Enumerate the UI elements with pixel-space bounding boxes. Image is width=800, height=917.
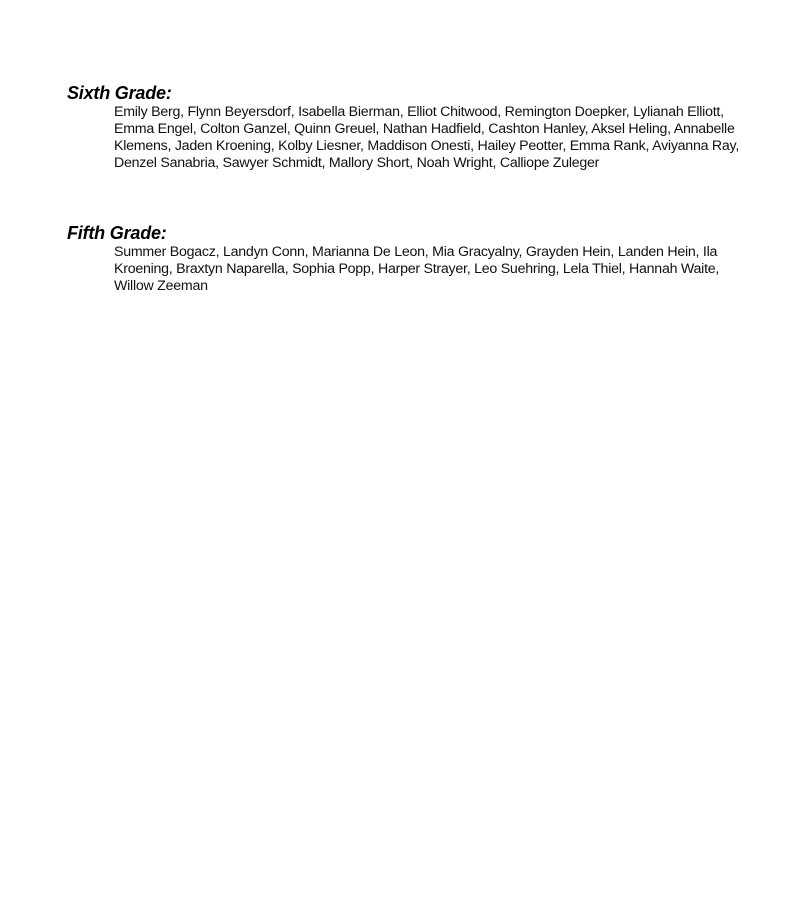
sixth-grade-section xyxy=(67,82,747,172)
fifth-grade-heading: Fifth Grade: xyxy=(67,223,167,243)
sixth-grade-heading: Sixth Grade: xyxy=(67,83,172,103)
sixth-grade-names: Emily Berg, Flynn Beyersdorf, Isabella Bierman, Elliot Chitwood, Remington Doepker, Lylianah Elliott, Emma Engel, Colton Ganzel, Quinn Greuel, Nathan Hadfield, Cashton Hanley, Aksel Heling, Annabelle Klemens, Jaden Kroening, Kolby Liesner, Maddison Onesti, Hailey Peotter, Emma Rank, Aviyanna Ray, Denzel Sanabria, Sawyer Schmidt, Mallory Short, Noah Wright, Calliope Zuleger xyxy=(114,104,740,171)
fifth-grade-names: Summer Bogacz, Landyn Conn, Marianna De Leon, Mia Gracyalny, Grayden Hein, Landen Hein, Ila Kroening, Braxtyn Naparella, Sophia Popp, Harper Strayer, Leo Suehring, Lela Thiel, Hannah Waite, Willow Zeeman xyxy=(114,244,720,294)
fifth-grade-section xyxy=(67,222,747,295)
